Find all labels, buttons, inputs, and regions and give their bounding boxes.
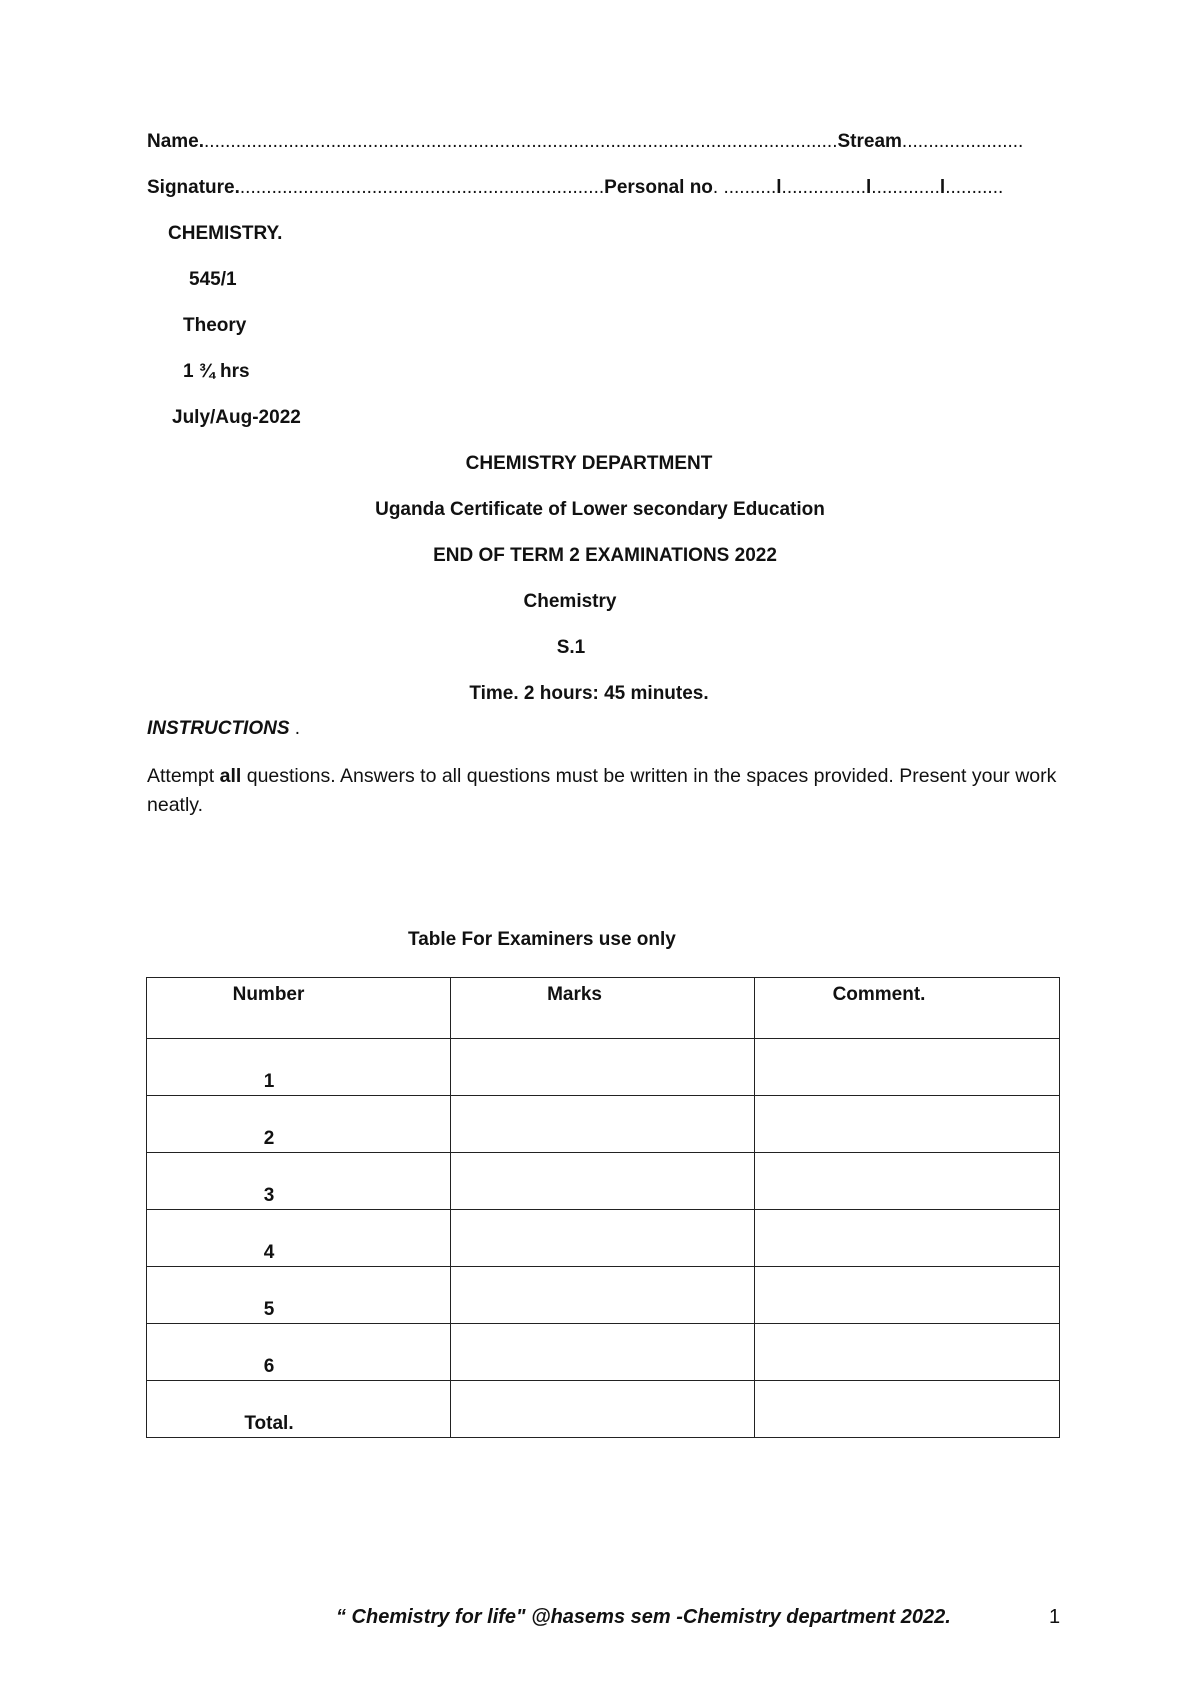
table-row — [147, 1267, 1060, 1324]
table-row — [147, 1324, 1060, 1381]
table-row — [147, 1096, 1060, 1153]
row-number: 4 — [147, 1210, 451, 1267]
personal-no-label: Personal no — [604, 177, 713, 198]
comment-cell[interactable] — [755, 1039, 1060, 1096]
paper-code: 545/1 — [189, 269, 237, 290]
name-field[interactable]: ........................................................................................................................ — [204, 131, 838, 152]
row-number: 1 — [147, 1039, 451, 1096]
personal-no-separator: l — [776, 177, 782, 198]
table-row — [147, 1153, 1060, 1210]
paper-subject: CHEMISTRY. — [168, 223, 283, 244]
personal-no-separator: l — [939, 177, 946, 198]
row-number: 3 — [147, 1153, 451, 1210]
comment-cell[interactable] — [755, 1210, 1060, 1267]
signature-label: Signature. — [147, 177, 240, 198]
subject-title: Chemistry — [523, 591, 617, 612]
comment-cell[interactable] — [755, 1096, 1060, 1153]
personal-no-segment[interactable]: ............. — [871, 177, 940, 198]
marks-cell[interactable] — [451, 1096, 755, 1153]
row-number: 2 — [147, 1096, 451, 1153]
column-header-comment: Comment. — [755, 978, 1060, 1039]
instructions-text: Attempt all questions. Answers to all questions must be written in the spaces provided. Present your work neatly. — [147, 765, 1057, 816]
marks-cell[interactable] — [451, 1153, 755, 1210]
column-header-marks: Marks — [451, 978, 755, 1039]
paper-type: Theory — [183, 315, 247, 336]
comment-cell[interactable] — [755, 1324, 1060, 1381]
table-row — [147, 1210, 1060, 1267]
signature-line — [147, 177, 1057, 199]
marks-cell[interactable] — [451, 1039, 755, 1096]
personal-no-segment[interactable]: ................ — [781, 177, 867, 198]
signature-field[interactable]: ..................................................................... — [239, 177, 605, 198]
name-line — [147, 131, 1057, 153]
time-allowed: Time. 2 hours: 45 minutes. — [469, 683, 709, 704]
paper-date: July/Aug-2022 — [172, 407, 301, 428]
row-number: 5 — [147, 1267, 451, 1324]
marks-cell[interactable] — [451, 1210, 755, 1267]
table-row-total — [147, 1381, 1060, 1438]
table-row — [147, 1039, 1060, 1096]
exam-title: END OF TERM 2 EXAMINATIONS 2022 — [433, 545, 777, 566]
page-number: 1 — [1049, 1606, 1061, 1628]
marks-cell[interactable] — [451, 1267, 755, 1324]
footer-text: “ Chemistry for life" @hasems sem -Chemistry department 2022. — [336, 1606, 951, 1628]
row-total-label: Total. — [147, 1381, 451, 1438]
total-marks-cell[interactable] — [451, 1381, 755, 1438]
table-header-row — [147, 978, 1060, 1039]
column-header-number: Number — [147, 978, 451, 1039]
name-label: Name. — [147, 131, 205, 152]
certificate-title: Uganda Certificate of Lower secondary Education — [375, 499, 825, 520]
instructions-heading: INSTRUCTIONS . — [147, 718, 301, 739]
stream-field[interactable]: ....................... — [901, 131, 1024, 152]
stream-label: Stream — [837, 131, 902, 152]
comment-cell[interactable] — [755, 1267, 1060, 1324]
class-title: S.1 — [556, 637, 586, 658]
personal-no-separator: l — [866, 177, 872, 198]
personal-no-segment[interactable]: ........... — [945, 177, 1004, 198]
personal-no-field[interactable]: . .......... — [712, 177, 777, 198]
marks-cell[interactable] — [451, 1324, 755, 1381]
total-comment-cell[interactable] — [755, 1381, 1060, 1438]
department-title: CHEMISTRY DEPARTMENT — [465, 453, 713, 474]
row-number: 6 — [147, 1324, 451, 1381]
paper-duration: 1 ¾ hrs — [183, 361, 250, 382]
examiner-table — [146, 977, 1060, 1438]
comment-cell[interactable] — [755, 1153, 1060, 1210]
examiner-table-title: Table For Examiners use only — [408, 929, 676, 950]
